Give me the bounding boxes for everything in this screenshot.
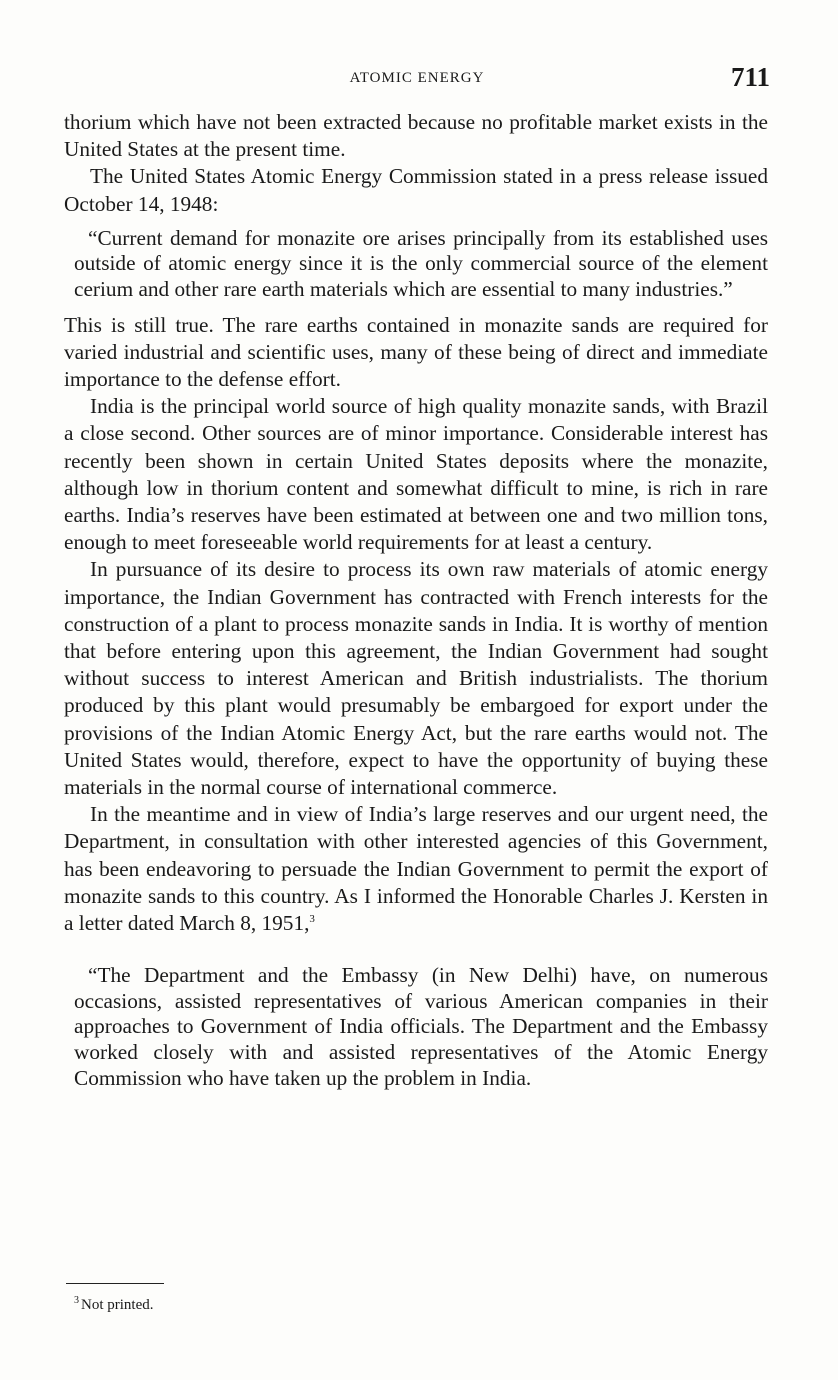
paragraph-department-efforts-text: In the meantime and in view of India’s large reserves and our urgent need, the Department, in consultation with other interested agencies of this Government, has been endeavoring to persuade the Indian Government to permit the export of monazite sands to this country. As I informed the Honorable Charles J. Kersten in a letter dated March 8, 1951, bbox=[64, 802, 768, 936]
footnote bbox=[74, 1297, 154, 1314]
paragraph-indian-government: In pursuance of its desire to process its own raw materials of atomic energy importance, the Indian Government has contracted with French interests for the construction of a plant to process monazite sands in India. It is worthy of mention that before entering upon this agreement, the Indian Government had sought without success to interest American and British industrialists. The thorium produced by this plant would presumably be embargoed for export under the provisions of the Indian Atomic Energy Act, but the rare earths would not. The United States would, therefore, expect to have the opportunity of buying these materials in the normal course of international commerce. bbox=[64, 557, 768, 800]
body-text bbox=[64, 109, 768, 1091]
paragraph-department-efforts bbox=[64, 801, 768, 937]
paragraph-india-source: India is the principal world source of high quality monazite sands, with Brazil a close second. Other sources are of minor importance. Considerable interest has recently been shown in certain United States deposits where the monazite, although low in thorium content and somewhat difficult to mine, is rich in rare earths. India’s reserves have been estimated at between one and two million tons, enough to meet foreseeable world requirements for at least a century. bbox=[64, 394, 768, 555]
footnote-reference: 3 bbox=[309, 912, 315, 925]
page-header bbox=[64, 62, 770, 100]
block-quote-aec: “Current demand for monazite ore arises principally from its established uses outside of atomic energy since it is the only commercial source of the element cerium and other rare earth materials which are essential to many industries.” bbox=[74, 225, 768, 301]
footnote-text: Not printed. bbox=[81, 1297, 154, 1313]
block-quote-department: “The Department and the Embassy (in New Delhi) have, on numerous occasions, assisted representatives of various American companies in their approaches to Government of India officials. The Department and the Embassy worked closely with and assisted representatives of the Atomic Energy Commission who have taken up the problem in India. bbox=[74, 963, 768, 1090]
running-head: ATOMIC ENERGY bbox=[349, 70, 485, 86]
paragraph-continuation: thorium which have not been extracted because no profitable market exists in the United States at the present time. bbox=[64, 110, 768, 162]
footnote-marker: 3 bbox=[74, 1295, 79, 1306]
paragraph-rare-earths: This is still true. The rare earths contained in monazite sands are required for varied industrial and scientific uses, many of these being of direct and immediate importance to the defense effort. bbox=[64, 312, 768, 391]
paragraph-aec-statement: The United States Atomic Energy Commission stated in a press release issued October 14, 1948: bbox=[64, 164, 768, 216]
page-number: 711 bbox=[730, 62, 770, 92]
footnote-divider bbox=[66, 1283, 164, 1284]
